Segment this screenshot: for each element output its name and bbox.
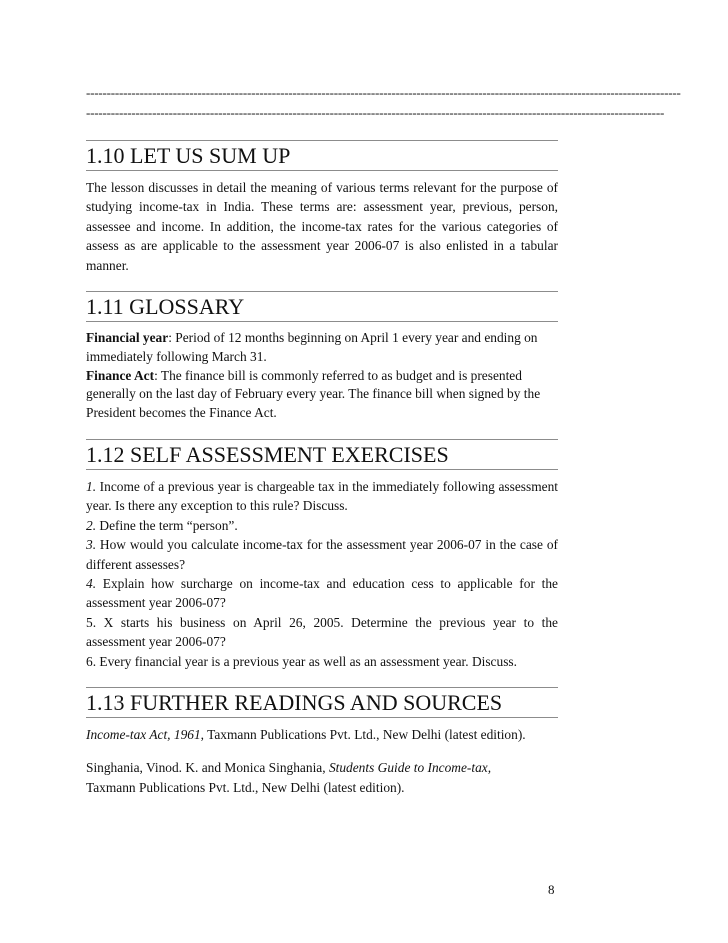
reference-publisher: Taxmann Publications Pvt. Ltd., New Delhi (latest edition). [86,779,405,795]
exercise-item [86,516,558,535]
exercise-text: 6. Every financial year is a previous year as well as an assessment year. Discuss. [86,653,517,669]
reference-entry [86,725,558,744]
exercise-number: 2. [86,517,97,533]
section-heading: 1.10 LET US SUM UP [86,140,558,171]
document-page [86,84,681,797]
glossary-term: Finance Act [86,367,155,383]
exercise-text: Income of a previous year is chargeable tax in the immediately following assessment year. Is there any exception to this rule? Discuss. [86,479,558,514]
section-heading: 1.11 GLOSSARY [86,291,558,322]
glossary-entry [86,367,558,423]
exercise-item [86,574,558,613]
glossary-term: Financial year [86,330,169,346]
exercise-number: 1. [86,479,97,495]
section-heading: 1.12 SELF ASSESSMENT EXERCISES [86,439,558,470]
reference-publisher: , Taxmann Publications Pvt. Ltd., New Delhi (latest edition). [200,727,526,743]
section-further-readings [86,687,558,797]
dashed-rule-2: -------------------------------------------------------------------------------------------------------------------------------------------- [86,105,665,120]
reference-entry [86,758,558,797]
summary-paragraph: The lesson discusses in detail the meaning of various terms relevant for the purpose of studying income-tax in India. These terms are: assessment year, previous, person, assessee and income. In addition, the income-tax rates for the various categories of assess as are applicable to the assessment year 2006-07 is also enlisted in a tabular manner. [86,180,558,273]
exercise-text: Explain how surcharge on income-tax and education cess to applicable for the assessment year 2006-07? [86,576,558,611]
exercise-number: 4. [86,576,97,592]
glossary-entry [86,329,558,367]
exercise-text: Define the term “person”. [96,517,238,533]
exercise-item [86,477,558,516]
page-number: 8 [548,882,555,897]
glossary-definition: : The finance bill is commonly referred to as budget and is presented generally on the last day of February every year. The finance bill when signed by the President becomes the Finance Act. [86,367,541,421]
reference-title: Students Guide to Income-tax, [328,760,492,776]
exercise-text: How would you calculate income-tax for the assessment year 2006-07 in the case of different assesses? [86,537,558,572]
section-let-us-sum-up [86,140,558,275]
exercise-item [86,613,558,652]
reference-authors: Singhania, Vinod. K. and Monica Singhania, [86,760,329,776]
exercise-item [86,535,558,574]
section-glossary [86,291,558,423]
dashed-rule-1: ------------------------------------------------------------------------------------------------------------------------------------------------ [86,85,681,100]
exercise-number: 3. [86,537,97,553]
exercise-item [86,652,558,671]
section-heading: 1.13 FURTHER READINGS AND SOURCES [86,687,558,718]
glossary-definition: : Period of 12 months beginning on April 1 every year and ending on immediately following March 31. [86,330,538,364]
reference-title: Income-tax Act, 1961 [86,727,201,743]
section-self-assessment [86,439,558,671]
exercise-text: 5. X starts his business on April 26, 2005. Determine the previous year to the assessment year 2006-07? [86,614,558,650]
